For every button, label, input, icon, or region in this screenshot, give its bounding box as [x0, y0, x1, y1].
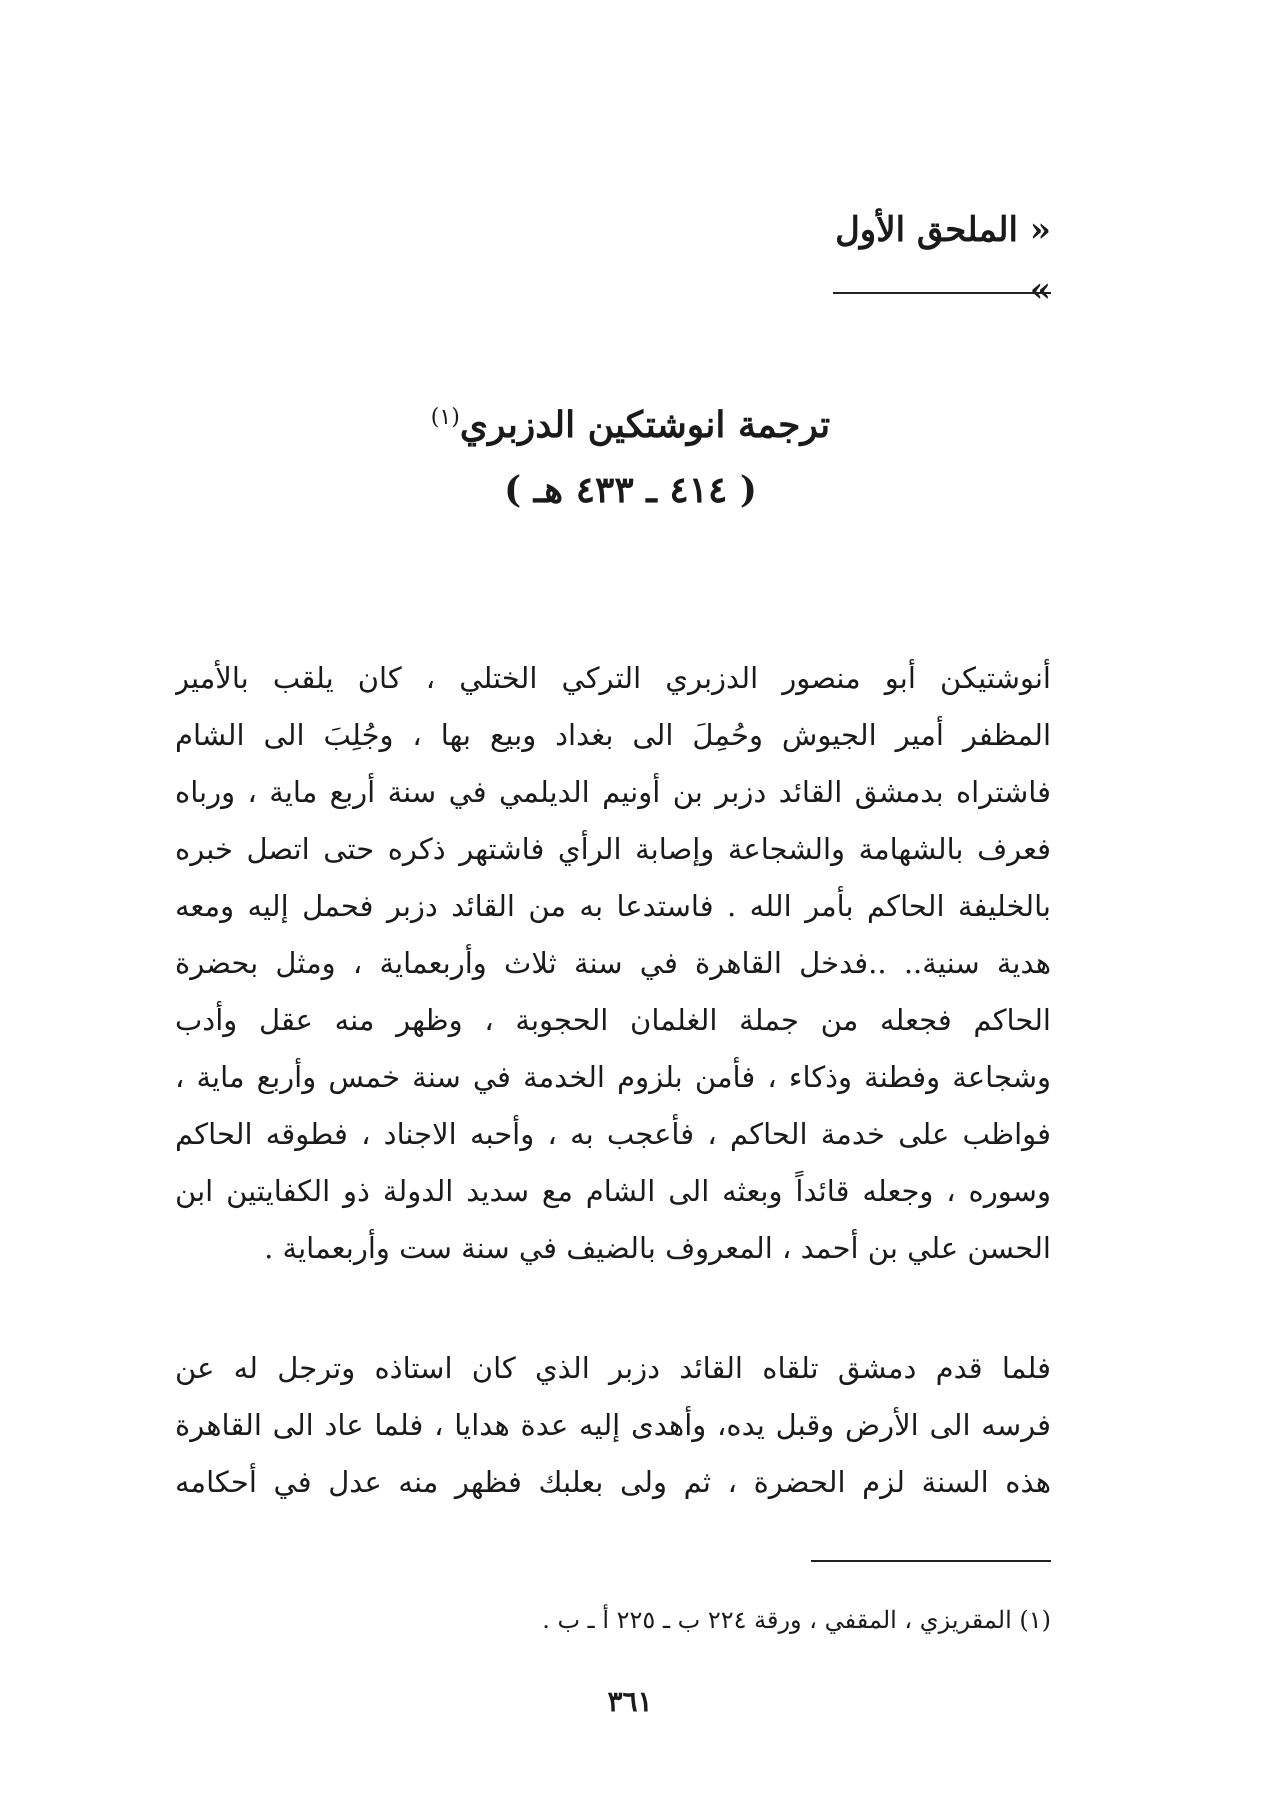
- text-line: بالخليفة الحاكم بأمر الله . فاستدعا به من القائد دزبر فحمل إليه ومعه: [175, 889, 1051, 923]
- footnote: (١) المقريزي ، المقفي ، ورقة ٢٢٤ ب ـ ٢٢٥ أ ـ ب .: [542, 1606, 1051, 1634]
- body-paragraph-1: [175, 650, 1051, 1277]
- page-number: ٣٦١: [607, 1685, 653, 1718]
- appendix-heading: « الملحق الأول »: [835, 210, 1051, 310]
- text-line: الحاكم فجعله من جملة الغلمان الحجوبة ، وظهر منه عقل وأدب: [175, 1003, 1051, 1037]
- text-line: فواظب على خدمة الحاكم ، فأعجب به ، وأحبه الاجناد ، فطوقه الحاكم: [175, 1117, 1051, 1151]
- title-footnote-marker[interactable]: (١): [430, 405, 460, 430]
- text-line: الحسن علي بن أحمد ، المعروف بالضيف في سنة ست وأربعماية .: [264, 1231, 1051, 1265]
- text-line: فعرف بالشهامة والشجاعة وإصابة الرأي فاشتهر ذكره حتى اتصل خبره: [175, 832, 1051, 866]
- text-line: فاشتراه بدمشق القائد دزبر بن أونيم الديلمي في سنة أربع ماية ، ورباه: [175, 775, 1051, 809]
- text-line: فرسه الى الأرض وقبل يده، وأهدى إليه عدة هدايا ، فلما عاد الى القاهرة: [175, 1408, 1051, 1442]
- text-line: فلما قدم دمشق تلقاه القائد دزبر الذي كان استاذه وترجل له عن: [175, 1351, 1051, 1385]
- biography-date-range: ( ٤١٤ ـ ٤٣٣ هـ ): [504, 469, 757, 511]
- text-line: أنوشتيكن أبو منصور الدزبري التركي الختلي ، كان يلقب بالأمير: [175, 661, 1051, 695]
- text-line: هدية سنية.. ..فدخل القاهرة في سنة ثلاث وأربعماية ، ومثل بحضرة: [175, 946, 1051, 980]
- text-line: هذه السنة لزم الحضرة ، ثم ولى بعلبك فظهر منه عدل في أحكامه: [175, 1465, 1051, 1499]
- text-line: وسوره ، وجعله قائداً وبعثه الى الشام مع سديد الدولة ذو الكفايتين ابن: [175, 1174, 1051, 1208]
- appendix-heading-underline: [833, 292, 1051, 294]
- text-line: المظفر أمير الجيوش وحُمِلَ الى بغداد وبيع بها ، وجُلِبَ الى الشام: [175, 718, 1051, 752]
- footnote-separator: [811, 1560, 1051, 1562]
- biography-title-text: ترجمة انوشتكين الدزبري: [459, 404, 831, 446]
- biography-title: [300, 390, 961, 453]
- body-paragraph-2: [175, 1340, 1051, 1511]
- text-line: وشجاعة وفطنة وذكاء ، فأمن بلزوم الخدمة في سنة خمس وأربع ماية ،: [175, 1060, 1051, 1094]
